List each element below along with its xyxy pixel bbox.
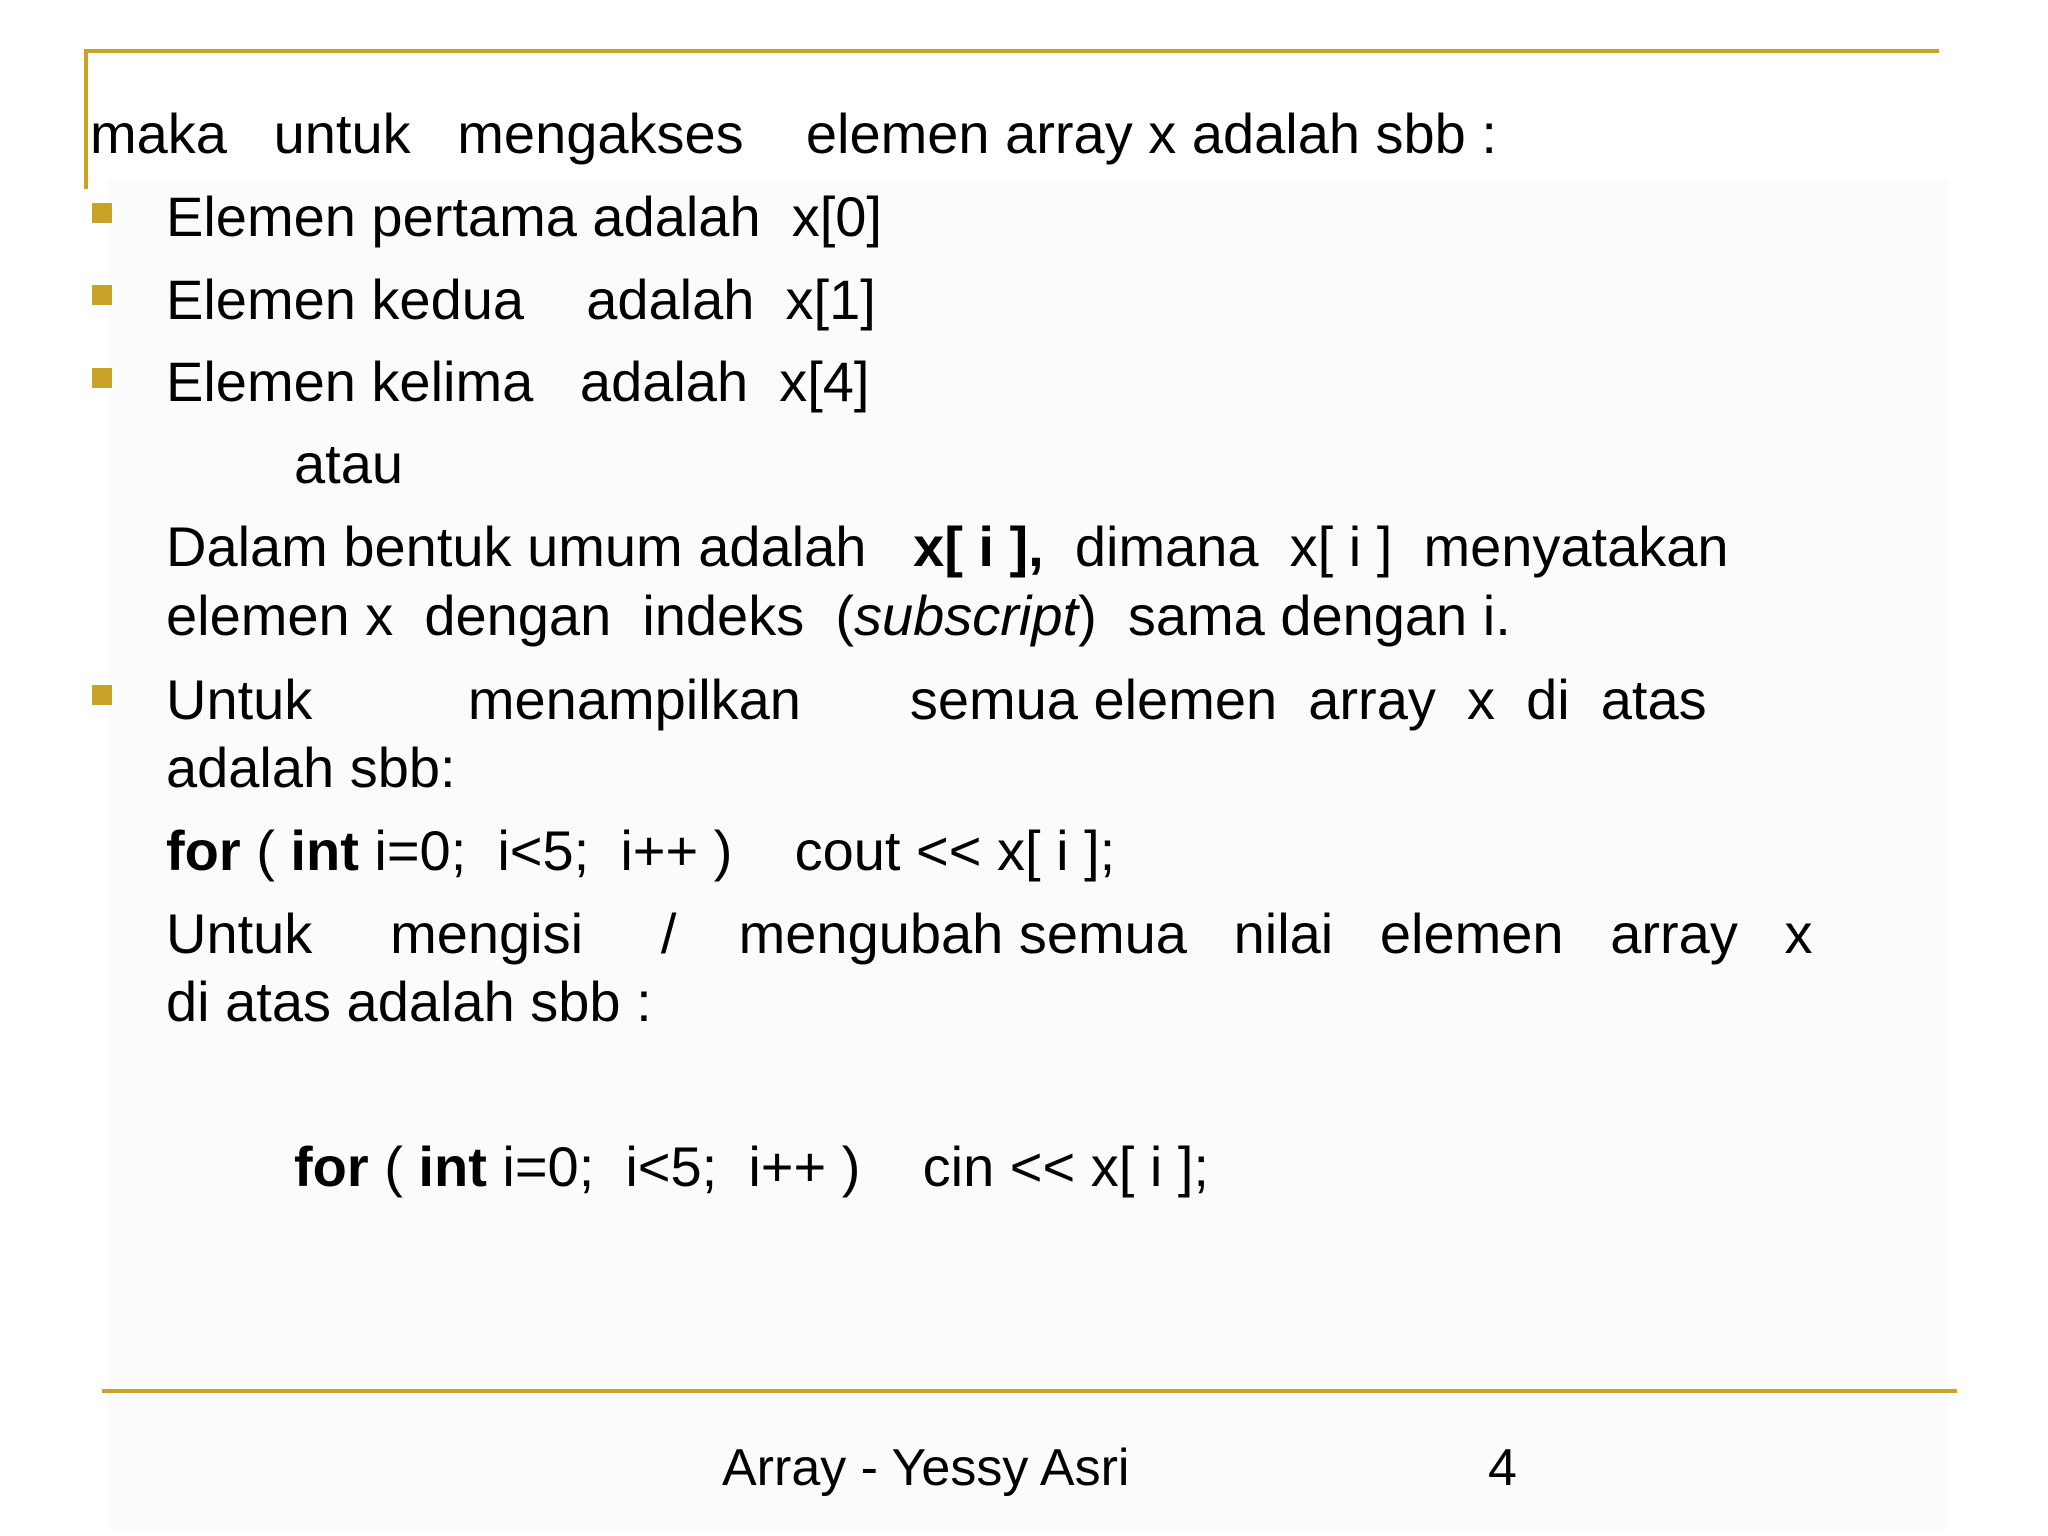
subscript-italic: subscript [853,584,1079,647]
top-rule [84,49,1939,53]
code-text: ( [368,1135,419,1198]
general-form-line1 [166,515,1729,579]
bullet-1: Elemen pertama adalah x[0] [166,185,882,248]
page-number: 4 [1488,1439,1517,1497]
keyword-int: int [290,819,359,882]
fill-line1: Untuk mengisi / mengubah semua nilai elemen array x [166,902,1813,965]
left-rule [84,49,88,189]
bullet-3: Elemen kelima adalah x[4] [166,350,870,413]
bottom-rule [102,1389,1957,1393]
general-form-line2b: ) sama dengan i. [1078,584,1511,647]
bullet-square-icon [92,203,112,223]
keyword-int: int [418,1135,487,1198]
footer-title: Array - Yessy Asri [722,1439,1130,1497]
keyword-for: for [294,1135,369,1198]
keyword-for: for [166,819,241,882]
bullet-square-icon [92,368,112,388]
fill-line2: di atas adalah sbb : [166,970,652,1033]
bullet-square-icon [92,685,112,705]
intro-text: maka untuk mengakses elemen array x adalah sbb : [90,102,1497,165]
bullet-square-icon [92,285,112,305]
general-form-line2 [166,584,1511,648]
general-form-text: Dalam bentuk umum adalah [166,515,914,578]
code-cin [294,1135,1209,1199]
atau-text: atau [294,432,403,495]
general-form-bold: x[ i ], [913,515,1044,578]
code-text: ( [240,819,291,882]
bullet-2: Elemen kedua adalah x[1] [166,268,876,331]
general-form-line2a: elemen x dengan indeks ( [166,584,854,647]
code-cout [166,819,1115,883]
code-text: i=0; i<5; i++ ) cin << x[ i ]; [486,1135,1209,1198]
general-form-text2: dimana x[ i ] menyatakan [1043,515,1729,578]
display-line1: Untuk menampilkan semua elemen array x di atas [166,668,1707,731]
code-text: i=0; i<5; i++ ) cout << x[ i ]; [358,819,1116,882]
display-line2: adalah sbb: [166,736,456,799]
